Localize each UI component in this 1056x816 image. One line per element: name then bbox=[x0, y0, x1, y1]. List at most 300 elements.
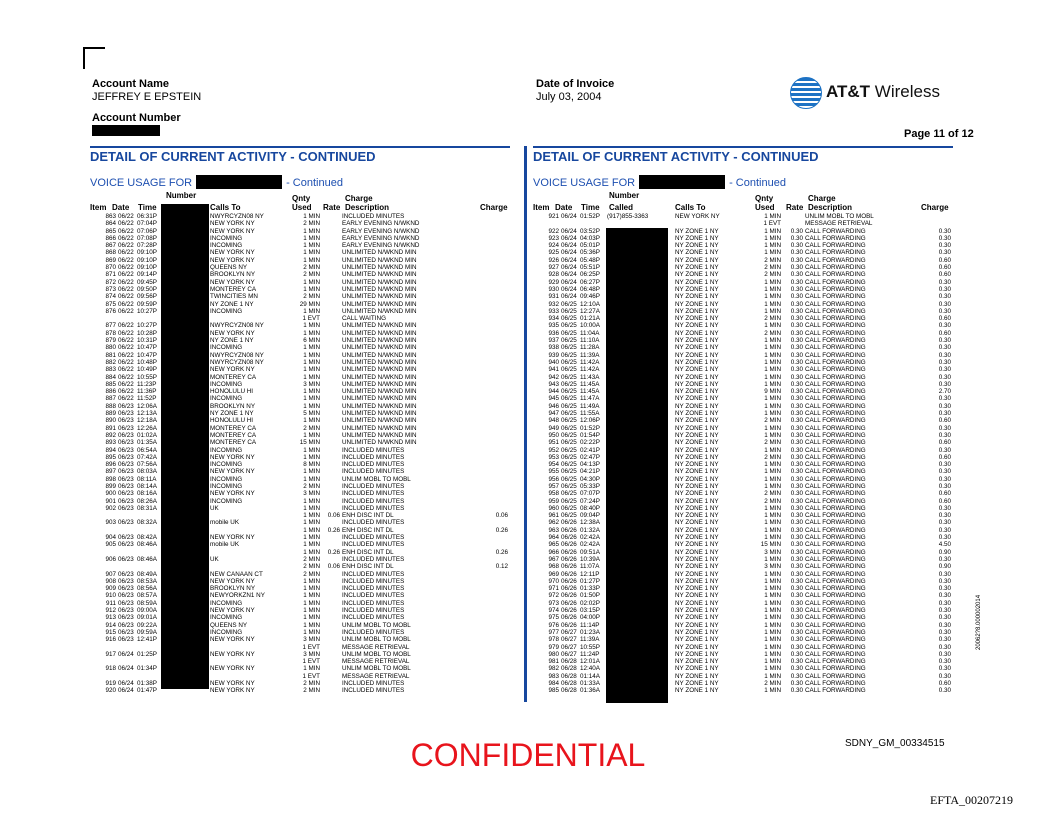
rate-cell: 0.30 bbox=[790, 592, 803, 600]
time-cell: 10:47P bbox=[137, 351, 157, 359]
description-cell: CALL FORWARDING bbox=[805, 446, 866, 454]
rate-cell: 0.30 bbox=[790, 534, 803, 542]
description-cell: INCLUDED MINUTES bbox=[342, 446, 405, 454]
date-cell: 06/23 bbox=[118, 570, 134, 578]
table-row bbox=[90, 687, 510, 694]
description-cell: CALL FORWARDING bbox=[805, 285, 866, 293]
calls-to-cell: BROOKLYN NY bbox=[210, 271, 256, 279]
item-cell: 967 bbox=[548, 555, 559, 563]
table-row bbox=[90, 322, 510, 329]
page-number: Page 11 of 12 bbox=[904, 128, 974, 140]
time-cell: 11:49A bbox=[580, 402, 600, 410]
calls-to-cell: NEW YORK NY bbox=[210, 650, 255, 658]
charge-cell: 0.30 bbox=[938, 577, 951, 585]
table-row bbox=[90, 257, 510, 264]
description-cell: UNLIMITED N/WKND MIN bbox=[342, 264, 417, 272]
item-cell: 933 bbox=[548, 307, 559, 315]
time-cell: 10:55P bbox=[580, 643, 600, 651]
time-cell: 09:10P bbox=[137, 249, 157, 257]
item-cell: 919 bbox=[105, 680, 116, 687]
charge-cell: 0.30 bbox=[938, 322, 951, 330]
date-cell: 06/25 bbox=[561, 358, 577, 366]
time-cell: 05:51P bbox=[580, 264, 600, 272]
item-cell: 882 bbox=[105, 358, 116, 366]
rate-cell: 0.30 bbox=[790, 278, 803, 286]
item-cell: 930 bbox=[548, 285, 559, 293]
time-cell: 06:54A bbox=[137, 446, 157, 454]
description-cell: INCLUDED MINUTES bbox=[342, 599, 405, 607]
rate-cell: 0.30 bbox=[790, 482, 803, 490]
calls-to-cell: NY ZONE 1 NY bbox=[675, 599, 719, 607]
date-cell: 06/22 bbox=[118, 213, 134, 220]
used-cell: 1 MIN bbox=[303, 322, 320, 330]
rate-cell: 0.30 bbox=[790, 446, 803, 454]
time-cell: 12:01A bbox=[580, 658, 600, 666]
charge-cell: 0.90 bbox=[938, 563, 951, 571]
calls-to-cell: NY ZONE 1 NY bbox=[675, 577, 719, 585]
calls-to-cell: NY ZONE 1 NY bbox=[675, 621, 719, 629]
table-row bbox=[533, 447, 953, 454]
calls-to-cell: NEW YORK NY bbox=[210, 227, 255, 235]
charge-cell: 0.60 bbox=[938, 497, 951, 505]
used-cell: 1 MIN bbox=[764, 337, 781, 345]
time-cell: 04:21P bbox=[580, 468, 600, 476]
col-charge-top: Charge bbox=[808, 194, 836, 203]
time-cell: 08:31A bbox=[137, 504, 157, 512]
calls-to-cell: NY ZONE 1 NY bbox=[675, 402, 719, 410]
table-row bbox=[90, 381, 510, 388]
description-cell: CALL FORWARDING bbox=[805, 315, 866, 323]
description-cell: INCLUDED MINUTES bbox=[342, 687, 405, 695]
rate-cell: 0.30 bbox=[790, 351, 803, 359]
item-cell: 876 bbox=[105, 307, 116, 315]
used-cell: 1 MIN bbox=[303, 519, 320, 527]
charge-cell: 0.30 bbox=[938, 621, 951, 629]
calls-to-cell: QUEENS NY bbox=[210, 264, 248, 272]
table-row bbox=[90, 352, 510, 359]
date-cell: 06/26 bbox=[561, 599, 577, 607]
used-cell: 1 MIN bbox=[764, 300, 781, 308]
calls-to-cell: INCOMING bbox=[210, 614, 243, 622]
used-cell: 1 MIN bbox=[764, 322, 781, 330]
charge-cell: 0.30 bbox=[938, 534, 951, 542]
calls-to-cell: NY ZONE 1 NY bbox=[675, 300, 719, 308]
used-cell: 2 MIN bbox=[303, 264, 320, 272]
rate-cell: 0.30 bbox=[790, 234, 803, 242]
table-row bbox=[533, 644, 953, 651]
table-row bbox=[90, 607, 510, 614]
calls-to-cell: NY ZONE 1 NY bbox=[675, 431, 719, 439]
calls-to-cell: NEW YORK NY bbox=[210, 534, 255, 542]
calls-to-cell: NY ZONE 1 NY bbox=[675, 285, 719, 293]
date-cell: 06/23 bbox=[118, 410, 134, 418]
calls-to-cell: NY ZONE 1 NY bbox=[675, 687, 719, 695]
calls-to-cell: NY ZONE 1 NY bbox=[675, 570, 719, 578]
table-row bbox=[90, 680, 510, 687]
col-time: Time bbox=[581, 203, 600, 212]
item-cell: 908 bbox=[105, 577, 116, 585]
charge-cell: 0.60 bbox=[938, 329, 951, 337]
table-row bbox=[533, 271, 953, 278]
used-cell: 1 MIN bbox=[303, 358, 320, 366]
date-cell: 06/27 bbox=[561, 650, 577, 658]
table-row bbox=[90, 425, 510, 432]
used-cell: 29 MIN bbox=[299, 300, 320, 308]
used-cell: 1 MIN bbox=[764, 424, 781, 432]
description-cell: UNLIMITED N/WKND MIN bbox=[342, 417, 417, 425]
item-cell: 870 bbox=[105, 264, 116, 272]
used-cell: 1 MIN bbox=[764, 482, 781, 490]
description-cell: UNLIMITED N/WKND MIN bbox=[342, 344, 417, 352]
calls-to-cell: NEW YORK NY bbox=[210, 577, 255, 585]
calls-to-cell: MONTEREY CA bbox=[210, 424, 257, 432]
table-row bbox=[90, 571, 510, 578]
time-cell: 07:42A bbox=[137, 453, 157, 461]
used-cell: 1 EVT bbox=[302, 658, 320, 666]
description-cell: CALL FORWARDING bbox=[805, 534, 866, 542]
used-cell: 2 MIN bbox=[764, 453, 781, 461]
description-cell: CALL FORWARDING bbox=[805, 475, 866, 483]
item-cell: 917 bbox=[105, 650, 116, 658]
time-cell: 06:27P bbox=[580, 278, 600, 286]
date-cell: 06/22 bbox=[118, 293, 134, 301]
description-cell: CALL FORWARDING bbox=[805, 614, 866, 622]
description-cell: UNLIMITED N/WKND MIN bbox=[342, 322, 417, 330]
used-cell: 1 MIN bbox=[764, 555, 781, 563]
date-cell: 06/23 bbox=[118, 439, 134, 447]
description-cell: UNLIMITED N/WKND MIN bbox=[342, 249, 417, 257]
calls-to-cell: NY ZONE 1 NY bbox=[675, 395, 719, 403]
table-row bbox=[533, 228, 953, 235]
globe-icon bbox=[790, 77, 822, 109]
item-cell: 927 bbox=[548, 264, 559, 272]
calls-to-cell: NY ZONE 1 NY bbox=[675, 351, 719, 359]
description-cell: CALL FORWARDING bbox=[805, 599, 866, 607]
time-cell: 11:28A bbox=[580, 344, 600, 352]
date-cell: 06/26 bbox=[561, 526, 577, 534]
date-cell: 06/22 bbox=[118, 380, 134, 388]
charge-cell: 0.60 bbox=[938, 417, 951, 425]
description-cell: CALL FORWARDING bbox=[805, 242, 866, 250]
used-cell: 3 MIN bbox=[303, 380, 320, 388]
date-cell: 06/24 bbox=[561, 285, 577, 293]
description-cell: CALL FORWARDING bbox=[805, 329, 866, 337]
table-row bbox=[90, 454, 510, 461]
date-cell: 06/24 bbox=[561, 227, 577, 235]
date-cell: 06/24 bbox=[561, 293, 577, 301]
description-cell: CALL FORWARDING bbox=[805, 512, 866, 520]
calls-to-cell: NEW YORK NY bbox=[675, 213, 720, 220]
item-cell: 920 bbox=[105, 687, 116, 695]
table-row bbox=[533, 293, 953, 300]
date-cell: 06/22 bbox=[118, 271, 134, 279]
calls-to-cell: NY ZONE 1 NY bbox=[675, 410, 719, 418]
used-cell: 1 EVT bbox=[302, 672, 320, 680]
time-cell: 10:00A bbox=[580, 322, 600, 330]
date-cell: 06/23 bbox=[118, 534, 134, 542]
rate-cell: 0.30 bbox=[790, 402, 803, 410]
date-cell: 06/28 bbox=[561, 687, 577, 695]
description-cell: INCLUDED MINUTES bbox=[342, 555, 405, 563]
charge-cell: 0.30 bbox=[938, 366, 951, 374]
rate-cell: 0.30 bbox=[790, 439, 803, 447]
table-row bbox=[533, 541, 953, 548]
time-cell: 09:45P bbox=[137, 278, 157, 286]
item-cell: 957 bbox=[548, 482, 559, 490]
used-cell: 1 MIN bbox=[764, 410, 781, 418]
date-cell: 06/23 bbox=[118, 402, 134, 410]
table-row bbox=[533, 490, 953, 497]
used-cell: 1 EVT bbox=[302, 643, 320, 651]
item-cell: 869 bbox=[105, 256, 116, 264]
item-cell: 978 bbox=[548, 636, 559, 644]
calls-to-cell: NY ZONE 1 NY bbox=[675, 293, 719, 301]
date-cell: 06/24 bbox=[118, 650, 134, 658]
rate-cell: 0.30 bbox=[790, 271, 803, 279]
item-cell: 913 bbox=[105, 614, 116, 622]
description-cell: INCLUDED MINUTES bbox=[342, 497, 405, 505]
table-row bbox=[533, 498, 953, 505]
calls-to-cell: NY ZONE 1 NY bbox=[210, 300, 254, 308]
date-cell: 06/24 bbox=[118, 680, 134, 687]
description-cell: EARLY EVENING N/WKND bbox=[342, 227, 420, 235]
description-cell: CALL FORWARDING bbox=[805, 256, 866, 264]
date-cell: 06/25 bbox=[561, 344, 577, 352]
table-row bbox=[90, 651, 510, 658]
calls-to-cell: INCOMING bbox=[210, 446, 243, 454]
table-row bbox=[533, 527, 953, 534]
time-cell: 08:42A bbox=[137, 534, 157, 542]
logo-text: Wireless bbox=[870, 82, 940, 101]
time-cell: 06:31P bbox=[137, 213, 157, 220]
table-row bbox=[90, 293, 510, 300]
calls-to-cell: NEW YORK NY bbox=[210, 278, 255, 286]
calls-to-cell: NY ZONE 1 NY bbox=[675, 504, 719, 512]
description-cell: CALL FORWARDING bbox=[805, 519, 866, 527]
table-row bbox=[533, 322, 953, 329]
used-cell: 2 MIN bbox=[764, 439, 781, 447]
description-cell: CALL FORWARDING bbox=[805, 541, 866, 549]
description-cell: CALL FORWARDING bbox=[805, 482, 866, 490]
used-cell: 1 MIN bbox=[764, 577, 781, 585]
rate-cell: 0.30 bbox=[790, 468, 803, 476]
date-cell: 06/23 bbox=[118, 599, 134, 607]
time-cell: 04:03P bbox=[580, 234, 600, 242]
time-cell: 12:27A bbox=[580, 307, 600, 315]
charge-cell: 0.30 bbox=[938, 402, 951, 410]
charge-cell: 0.30 bbox=[938, 636, 951, 644]
table-row bbox=[533, 571, 953, 578]
table-row bbox=[533, 366, 953, 373]
date-cell: 06/23 bbox=[118, 592, 134, 600]
phone-number-redaction bbox=[639, 175, 725, 189]
time-cell: 01:52P bbox=[580, 424, 600, 432]
item-cell: 941 bbox=[548, 366, 559, 374]
item-cell: 922 bbox=[548, 227, 559, 235]
date-cell: 06/28 bbox=[561, 665, 577, 673]
used-cell: 1 MIN bbox=[303, 526, 320, 534]
used-cell: 1 MIN bbox=[303, 621, 320, 629]
rate-cell: 0.30 bbox=[790, 650, 803, 658]
time-cell: 05:48P bbox=[580, 256, 600, 264]
time-cell: 09:22A bbox=[137, 621, 157, 629]
date-cell: 06/24 bbox=[561, 213, 577, 220]
description-cell: CALL FORWARDING bbox=[805, 337, 866, 345]
date-cell: 06/25 bbox=[561, 431, 577, 439]
calls-to-cell: NEW YORK NY bbox=[210, 249, 255, 257]
description-cell: UNLIM MOBL TO MOBL bbox=[342, 650, 411, 658]
time-cell: 12:10A bbox=[580, 300, 600, 308]
table-row bbox=[533, 257, 953, 264]
used-cell: 6 MIN bbox=[303, 337, 320, 345]
time-cell: 03:52P bbox=[580, 227, 600, 235]
calls-to-cell: NWYRCYZN08 NY bbox=[210, 351, 264, 359]
used-cell: 1 MIN bbox=[764, 672, 781, 680]
table-row bbox=[533, 549, 953, 556]
time-cell: 11:42A bbox=[580, 358, 600, 366]
calls-to-cell: NY ZONE 1 NY bbox=[675, 256, 719, 264]
description-cell: CALL FORWARDING bbox=[805, 643, 866, 651]
used-cell: 2 MIN bbox=[303, 570, 320, 578]
table-row bbox=[90, 483, 510, 490]
item-cell: 896 bbox=[105, 461, 116, 469]
item-cell: 899 bbox=[105, 482, 116, 490]
item-cell: 874 bbox=[105, 293, 116, 301]
description-cell: UNLIMITED N/WKND MIN bbox=[342, 293, 417, 301]
description-cell: CALL FORWARDING bbox=[805, 431, 866, 439]
rate-cell: 0.30 bbox=[790, 358, 803, 366]
time-cell: 01:36A bbox=[580, 687, 600, 695]
table-row bbox=[533, 461, 953, 468]
used-cell: 1 MIN bbox=[764, 395, 781, 403]
calls-to-cell: MONTEREY CA bbox=[210, 439, 257, 447]
table-row bbox=[90, 519, 510, 526]
item-cell: 966 bbox=[548, 548, 559, 556]
invoice-date: July 03, 2004 bbox=[536, 91, 602, 103]
charge-cell: 0.30 bbox=[938, 249, 951, 257]
rate-cell: 0.30 bbox=[790, 526, 803, 534]
used-cell: 2 MIN bbox=[764, 490, 781, 498]
table-row bbox=[90, 235, 510, 242]
time-cell: 11:52P bbox=[137, 395, 157, 403]
item-cell: 968 bbox=[548, 563, 559, 571]
time-cell: 07:56A bbox=[137, 461, 157, 469]
calls-to-cell: NY ZONE 1 NY bbox=[675, 555, 719, 563]
description-cell: CALL FORWARDING bbox=[805, 395, 866, 403]
time-cell: 02:02P bbox=[580, 599, 600, 607]
table-row bbox=[533, 622, 953, 629]
col-rate: Rate bbox=[323, 203, 341, 212]
used-cell: 3 MIN bbox=[303, 490, 320, 498]
table-row bbox=[90, 337, 510, 344]
time-cell: 10:31P bbox=[137, 337, 157, 345]
time-cell: 10:28P bbox=[137, 329, 157, 337]
time-cell: 01:47P bbox=[137, 687, 157, 695]
vertical-document-id: 20062?8.000002014 bbox=[976, 594, 982, 650]
table-row bbox=[533, 301, 953, 308]
table-row bbox=[90, 301, 510, 308]
used-cell: 1 MIN bbox=[764, 461, 781, 469]
table-row bbox=[90, 498, 510, 505]
time-cell: 09:59P bbox=[137, 300, 157, 308]
time-cell: 11:47A bbox=[580, 395, 600, 403]
rate-cell: 0.30 bbox=[790, 410, 803, 418]
rate-cell: 0.30 bbox=[790, 548, 803, 556]
calls-to-cell: NY ZONE 1 NY bbox=[675, 388, 719, 396]
rate-cell: 0.30 bbox=[790, 431, 803, 439]
charge-cell: 0.26 bbox=[495, 548, 508, 556]
description-cell: CALL FORWARDING bbox=[805, 504, 866, 512]
charge-cell: 0.30 bbox=[938, 293, 951, 301]
time-cell: 04:13P bbox=[580, 461, 600, 469]
calls-to-cell: NY ZONE 1 NY bbox=[675, 658, 719, 666]
used-cell: 1 MIN bbox=[303, 402, 320, 410]
calls-to-cell: NY ZONE 1 NY bbox=[675, 534, 719, 542]
calls-to-cell: NY ZONE 1 NY bbox=[675, 475, 719, 483]
corner-crop-mark bbox=[83, 47, 105, 69]
date-cell: 06/25 bbox=[561, 417, 577, 425]
voice-usage-suffix: - Continued bbox=[286, 177, 343, 189]
calls-to-cell: NY ZONE 1 NY bbox=[210, 410, 254, 418]
date-cell: 06/25 bbox=[561, 300, 577, 308]
table-row bbox=[90, 242, 510, 249]
calls-to-cell: BROOKLYN NY bbox=[210, 585, 256, 593]
date-cell: 06/23 bbox=[118, 614, 134, 622]
description-cell: UNLIM MOBL TO MOBL bbox=[342, 475, 411, 483]
used-cell: 2 MIN bbox=[764, 315, 781, 323]
description-cell: UNLIMITED N/WKND MIN bbox=[342, 358, 417, 366]
description-cell: INCLUDED MINUTES bbox=[342, 534, 405, 542]
calls-to-cell: NY ZONE 1 NY bbox=[675, 439, 719, 447]
col-qnty: Qnty bbox=[292, 194, 311, 203]
table-row bbox=[533, 395, 953, 402]
date-cell: 06/23 bbox=[118, 431, 134, 439]
date-cell: 06/24 bbox=[561, 242, 577, 250]
voice-usage-prefix: VOICE USAGE FOR bbox=[533, 177, 636, 189]
item-cell: 959 bbox=[548, 497, 559, 505]
rate-cell: 0.30 bbox=[790, 490, 803, 498]
item-cell: 969 bbox=[548, 570, 559, 578]
date-cell: 06/26 bbox=[561, 607, 577, 615]
item-cell: 892 bbox=[105, 431, 116, 439]
description-cell: UNLIM MOBL TO MOBL bbox=[805, 213, 874, 220]
table-row bbox=[90, 344, 510, 351]
charge-cell: 0.30 bbox=[938, 358, 951, 366]
used-cell: 1 MIN bbox=[303, 468, 320, 476]
item-cell: 947 bbox=[548, 410, 559, 418]
col-rate: Rate bbox=[786, 203, 804, 212]
table-row bbox=[533, 578, 953, 585]
table-row bbox=[533, 585, 953, 592]
time-cell: 01:25P bbox=[137, 650, 157, 658]
rate-cell: 0.30 bbox=[790, 665, 803, 673]
item-cell: 910 bbox=[105, 592, 116, 600]
used-cell: 1 MIN bbox=[764, 504, 781, 512]
time-cell: 02:22P bbox=[580, 439, 600, 447]
date-cell: 06/26 bbox=[561, 621, 577, 629]
description-cell: CALL FORWARDING bbox=[805, 264, 866, 272]
description-cell: CALL FORWARDING bbox=[805, 439, 866, 447]
calls-to-cell: NY ZONE 1 NY bbox=[675, 366, 719, 374]
date-cell: 06/24 bbox=[561, 271, 577, 279]
charge-cell: 0.30 bbox=[938, 592, 951, 600]
calls-to-cell: UK bbox=[210, 504, 219, 512]
rate-cell: 0.30 bbox=[790, 453, 803, 461]
calls-to-cell: INCOMING bbox=[210, 475, 243, 483]
rate-cell: 0.30 bbox=[790, 658, 803, 666]
calls-to-cell: NEW YORK NY bbox=[210, 366, 255, 374]
charge-cell: 0.30 bbox=[938, 431, 951, 439]
